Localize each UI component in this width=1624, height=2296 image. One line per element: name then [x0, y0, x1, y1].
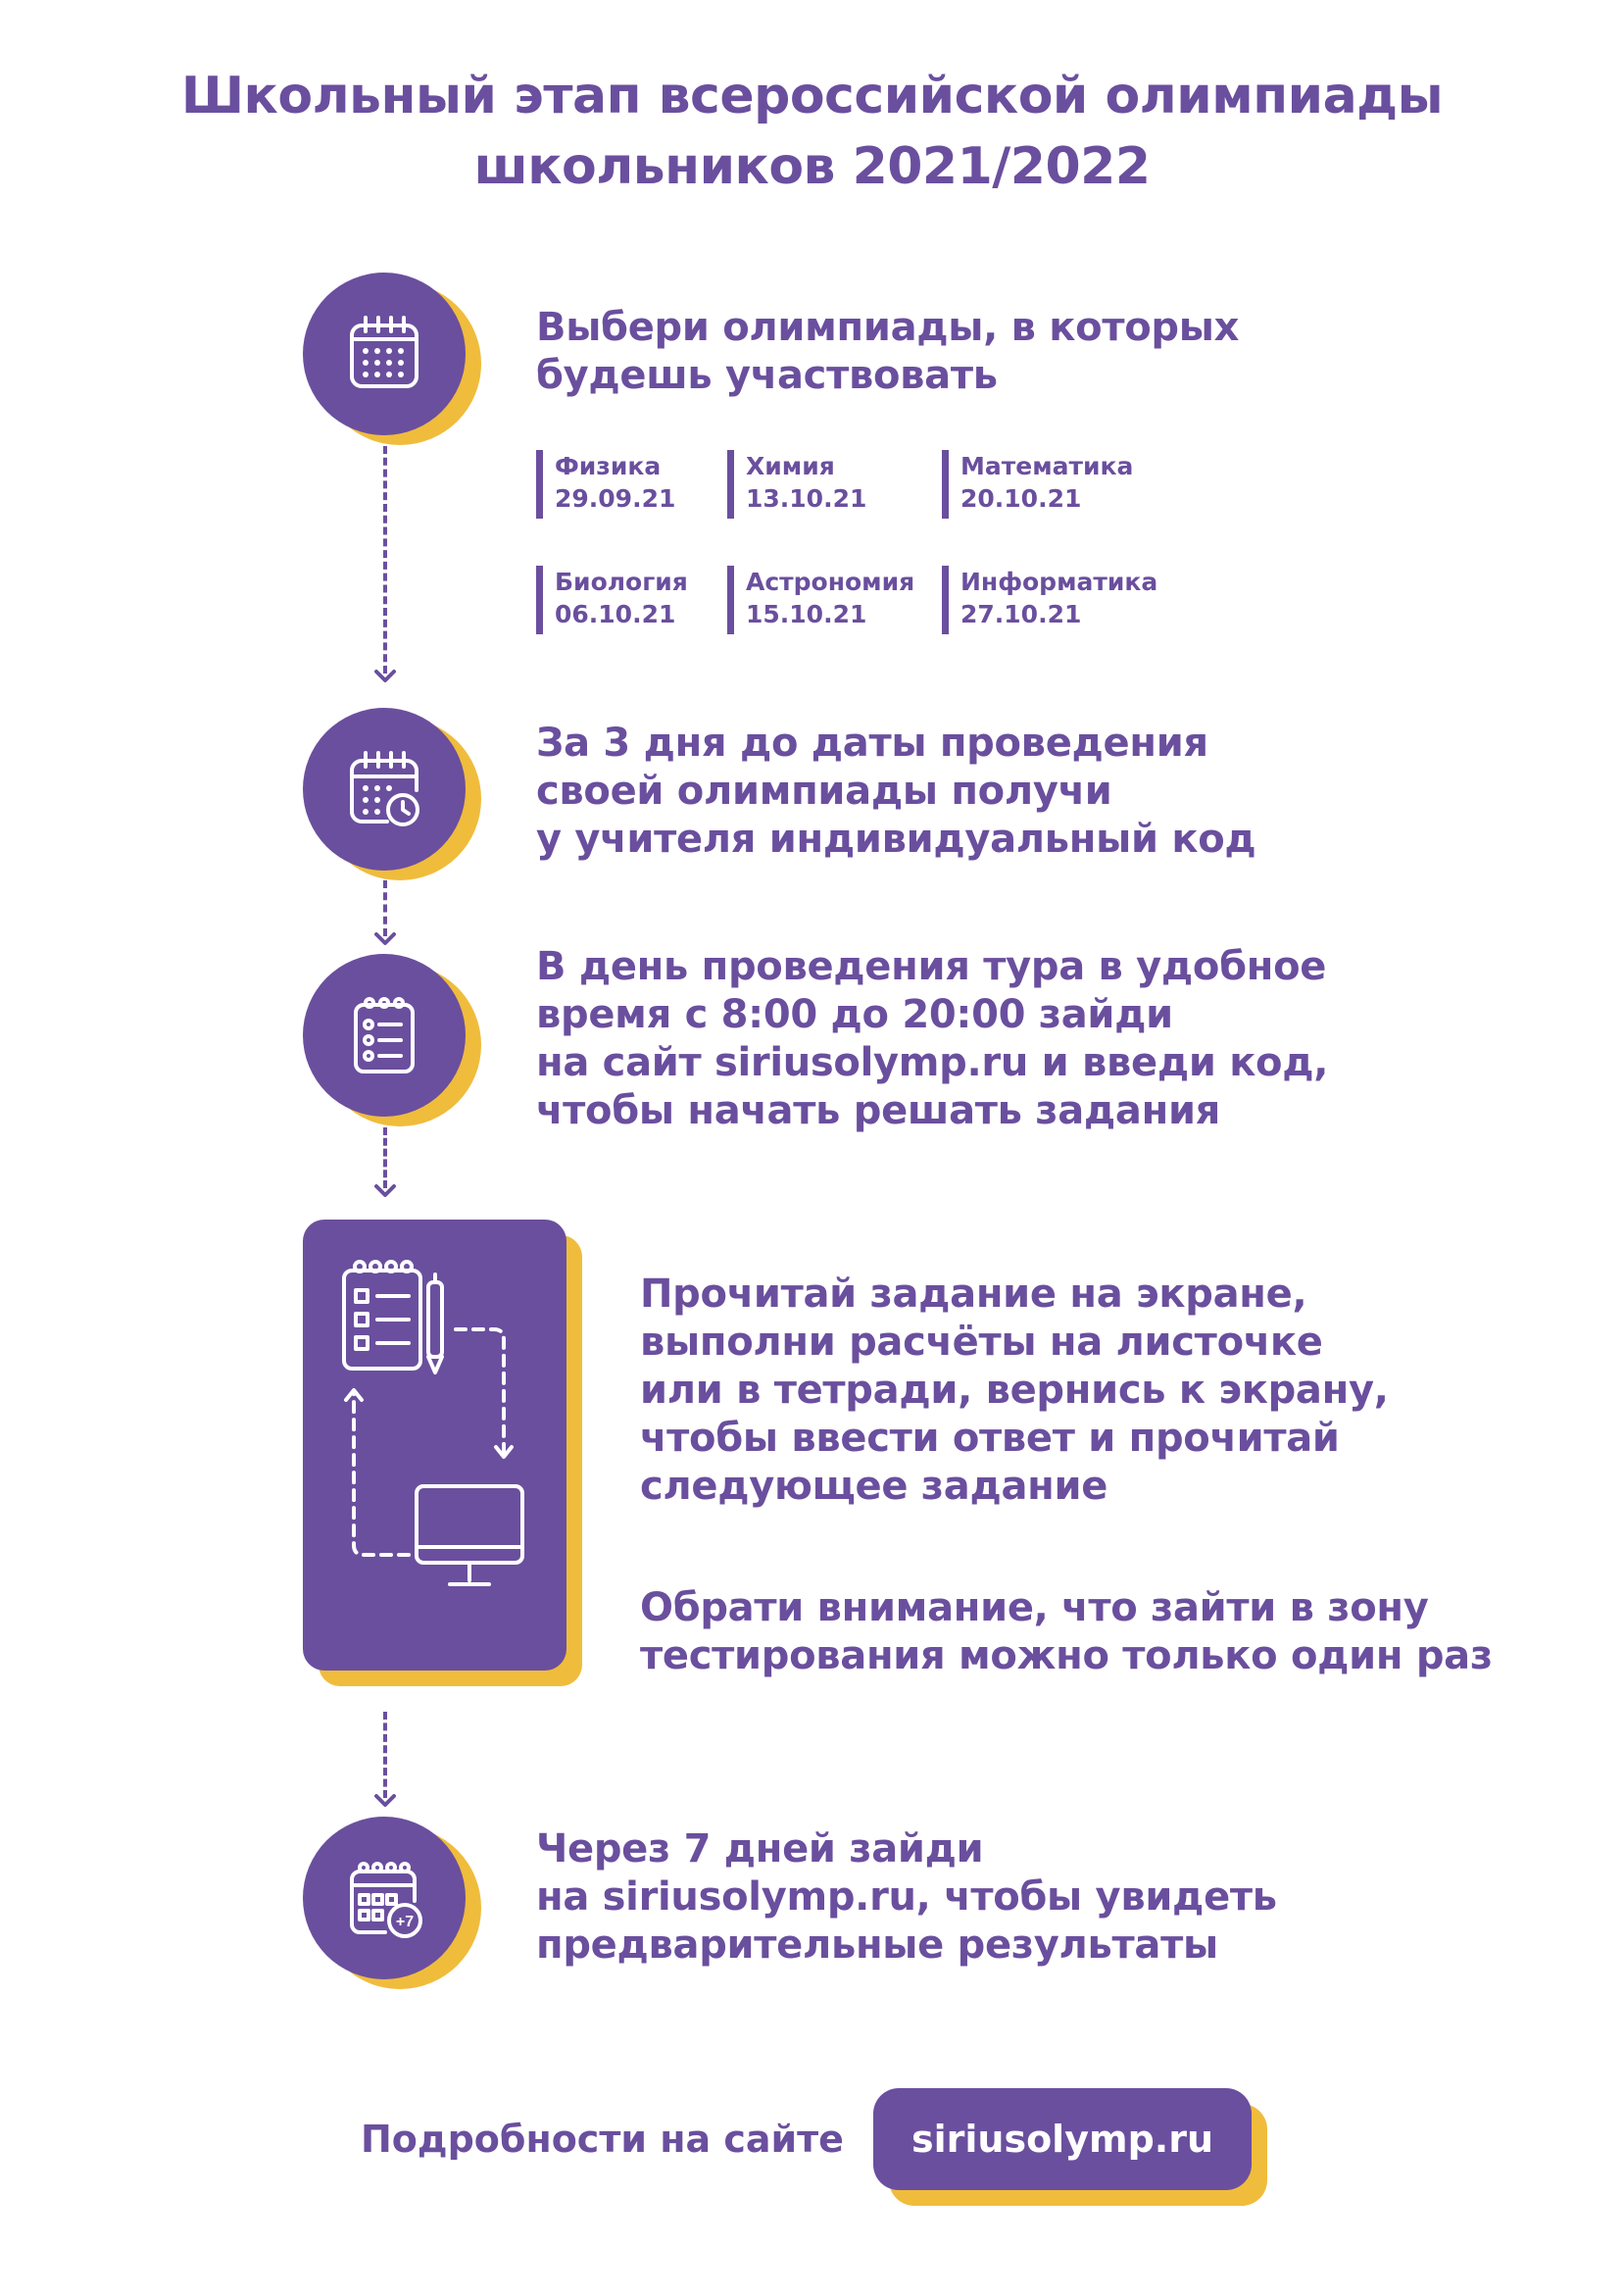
calendar-icon: [340, 310, 428, 398]
step-4-note-line-2: тестирования можно только один раз: [640, 1633, 1493, 1678]
step-4-line-2: выполни расчёты на листочке: [640, 1320, 1323, 1365]
step-4-line-4: чтобы ввести ответ и прочитай: [640, 1416, 1340, 1461]
subject-item-physics: [536, 450, 675, 519]
connector-line-1: [383, 446, 387, 674]
calendar-clock-icon: [340, 745, 428, 833]
step-1-line-1: Выбери олимпиады, в которых: [536, 305, 1240, 350]
step-1-text: [536, 304, 1239, 400]
subject-date: 27.10.21: [960, 600, 1082, 628]
step-3-line-1: В день проведения тура в удобное: [536, 944, 1327, 989]
subject-name: Астрономия: [746, 568, 915, 596]
subject-item-astronomy: [727, 566, 914, 634]
page-title: [0, 61, 1624, 202]
step-4-line-3: или в тетради, вернись к экрану,: [640, 1368, 1389, 1413]
arrow-down-icon: [373, 1794, 397, 1808]
step-2-badge: [303, 708, 466, 871]
step-3-line-4: чтобы начать решать задания: [536, 1088, 1221, 1133]
step-5-line-2: на siriusolymp.ru, чтобы увидеть: [536, 1874, 1277, 1920]
checklist-icon: [340, 991, 428, 1079]
step-2-text: [536, 720, 1255, 864]
subject-item-math: [942, 450, 1133, 519]
step-4-card: [303, 1220, 566, 1671]
subject-name: Биология: [555, 568, 688, 596]
title-line-2: школьников 2021/2022: [473, 137, 1151, 196]
step-5-line-1: Через 7 дней зайди: [536, 1826, 984, 1872]
arrow-down-icon: [373, 670, 397, 683]
arrow-down-icon: [373, 932, 397, 946]
subjects-list: [536, 450, 1222, 646]
connector-line-2: [383, 880, 387, 936]
subject-date: 13.10.21: [746, 484, 867, 513]
step-5-line-3: предварительные результаты: [536, 1922, 1218, 1968]
arrow-down-icon: [373, 1184, 397, 1198]
step-1-badge: [303, 273, 466, 435]
step-3-line-2: время с 8:00 до 20:00 зайди: [536, 992, 1173, 1037]
step-4-line-5: следующее задание: [640, 1464, 1108, 1509]
subject-item-biology: [536, 566, 688, 634]
footer-label: Подробности на сайте: [361, 2118, 844, 2161]
subject-date: 29.09.21: [555, 484, 676, 513]
subject-date: 15.10.21: [746, 600, 867, 628]
subject-name: Физика: [555, 452, 662, 480]
step-3-text: [536, 943, 1328, 1135]
step-5-badge: [303, 1817, 466, 1979]
step-4-line-1: Прочитай задание на экране,: [640, 1272, 1307, 1317]
step-5-text: [536, 1825, 1277, 1970]
plus-seven-badge: +7: [395, 1914, 415, 1930]
title-line-1: Школьный этап всероссийской олимпиады: [180, 67, 1444, 125]
step-3-badge: [303, 954, 466, 1117]
step-2-line-1: За 3 дня до даты проведения: [536, 721, 1208, 766]
step-4-note: [640, 1584, 1493, 1680]
subject-name: Химия: [746, 452, 835, 480]
step-4-note-line-1: Обрати внимание, что зайти в зону: [640, 1585, 1429, 1630]
calendar-plus-seven-icon: [340, 1854, 428, 1942]
connector-line-4: [383, 1712, 387, 1798]
subject-item-informatics: [942, 566, 1157, 634]
step-2-line-2: своей олимпиады получи: [536, 769, 1112, 814]
subject-date: 20.10.21: [960, 484, 1082, 513]
step-1-line-2: будешь участвовать: [536, 353, 998, 398]
subject-item-chemistry: [727, 450, 866, 519]
subject-name: Информатика: [960, 568, 1158, 596]
connector-line-3: [383, 1127, 387, 1188]
subject-name: Математика: [960, 452, 1134, 480]
notebook-to-computer-icon: [303, 1220, 566, 1671]
website-button[interactable]: siriusolymp.ru: [873, 2088, 1252, 2190]
subject-date: 06.10.21: [555, 600, 676, 628]
step-4-text: [640, 1271, 1389, 1511]
step-2-line-3: у учителя индивидуальный код: [536, 817, 1256, 862]
step-3-line-3: на сайт siriusolymp.ru и введи код,: [536, 1040, 1329, 1085]
